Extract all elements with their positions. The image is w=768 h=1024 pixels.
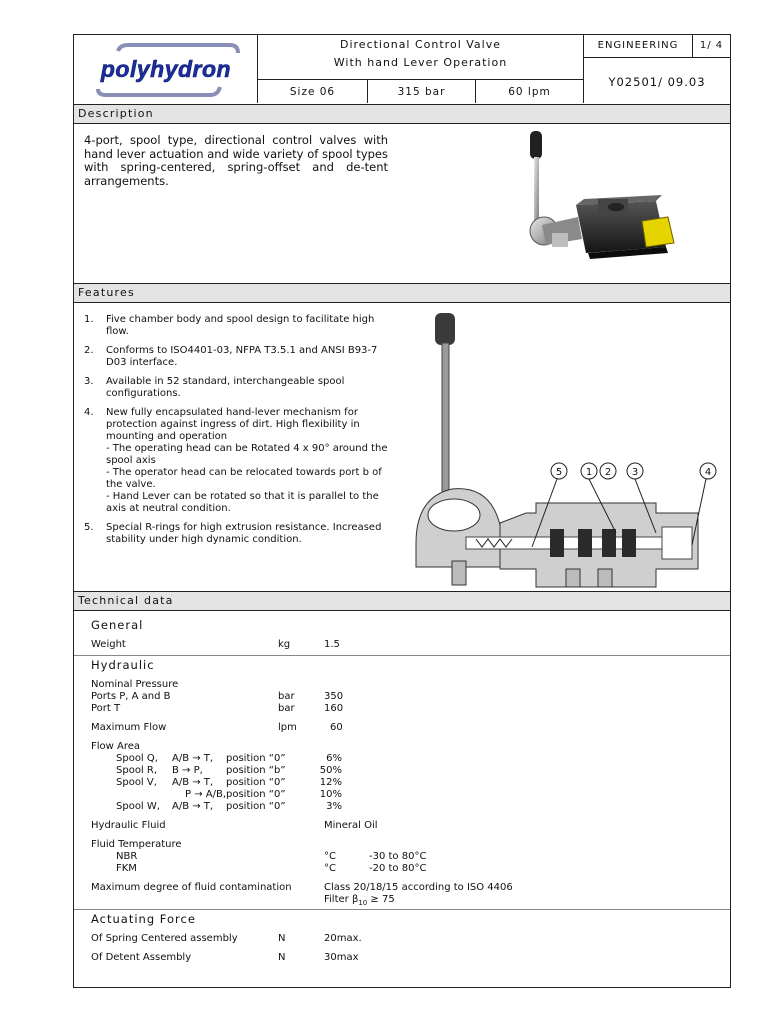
- spool-path: B → P,: [172, 765, 203, 776]
- spool-name: Spool W,: [116, 801, 160, 812]
- feature-item: 2. Conforms to ISO4401-03, NFPA T3.5.1 and ANSI B93-7 D03 interface.: [84, 345, 378, 368]
- callout-label: 4: [704, 467, 712, 478]
- detent-label: Of Detent Assembly: [91, 952, 192, 963]
- spool-path: A/B → T,: [172, 777, 214, 788]
- spool-value: 10%: [319, 789, 342, 800]
- callout-label: 3: [631, 467, 639, 478]
- spool-value: 6%: [326, 753, 342, 764]
- feature-item: 5. Special R-rings for high extrusion resistance. Increased stability under high dynamic condition.: [84, 522, 382, 545]
- size-value: Size 06: [289, 86, 336, 98]
- valve-photo: [506, 127, 716, 283]
- spool-value: 12%: [319, 777, 342, 788]
- features-heading: Features: [74, 283, 730, 303]
- company-logo: [80, 41, 252, 97]
- logo-text: polyhydron: [100, 56, 232, 82]
- description-text: 4-port, spool type, directional control valves with hand lever actuation and wide variety of spool types with spring-centered, spring-offset and de-tent arrangements.: [84, 133, 388, 188]
- weight-unit: kg: [278, 639, 291, 650]
- spool-path: P → A/B,: [185, 789, 227, 800]
- port-t-value: 160: [324, 703, 344, 714]
- feature-item: 4. New fully encapsulated hand-lever mechanism for protection against ingress of dirt. High flexibility in mounting and operation - The operating head can be Rotated 4 x 90° around the spool axis - The operator head can be relocated towards port b of the valve. - Hand Lever can be rotated so that it is parallel to the axis at neutral condition.: [84, 407, 388, 514]
- nominal-pressure-label: Nominal Pressure: [91, 679, 179, 690]
- fkm-label: FKM: [116, 863, 137, 874]
- ports-pab-unit: bar: [278, 691, 295, 702]
- doc-title-line2: With hand Lever Operation: [333, 56, 508, 69]
- datasheet-frame: [73, 34, 731, 988]
- spool-position: position “0”: [226, 801, 286, 812]
- callout-label: 2: [604, 467, 612, 478]
- callout-label: 5: [555, 467, 563, 478]
- actuating-force-title: Actuating Force: [91, 912, 196, 926]
- general-title: General: [91, 618, 144, 632]
- port-t-unit: bar: [278, 703, 295, 714]
- spool-position: position “0”: [226, 789, 286, 800]
- detent-unit: N: [278, 952, 286, 963]
- spool-name: Spool R,: [116, 765, 158, 776]
- pressure-value: 315 bar: [397, 86, 446, 98]
- nbr-value: -30 to 80°C: [369, 851, 427, 862]
- technical-heading: Technical data: [74, 591, 730, 611]
- spool-path: A/B → T,: [172, 753, 214, 764]
- max-flow-value: 60: [330, 722, 343, 733]
- fkm-value: -20 to 80°C: [369, 863, 427, 874]
- max-flow-label: Maximum Flow: [91, 722, 167, 733]
- spool-value: 50%: [319, 765, 342, 776]
- nbr-unit: °C: [324, 851, 336, 862]
- ports-pab-label: Ports P, A and B: [91, 691, 171, 702]
- contamination-label: Maximum degree of fluid contamination: [91, 882, 292, 893]
- doc-code: Y02501/ 09.03: [608, 75, 706, 89]
- hydraulic-fluid-label: Hydraulic Fluid: [91, 820, 166, 831]
- spool-name: Spool V,: [116, 777, 157, 788]
- callout-label: 1: [585, 467, 593, 478]
- spool-path: A/B → T,: [172, 801, 214, 812]
- spool-position: position “b”: [226, 765, 286, 776]
- max-flow-unit: lpm: [278, 722, 297, 733]
- contamination-filter: Filter $\beta_{10} \ge 75$: [324, 894, 395, 907]
- features-list: [84, 314, 398, 553]
- hydraulic-title: Hydraulic: [91, 658, 155, 672]
- spool-position: position “0”: [226, 777, 286, 788]
- weight-value: 1.5: [324, 639, 340, 650]
- weight-label: Weight: [91, 639, 126, 650]
- page-number: 1/ 4: [699, 40, 724, 51]
- fluid-temperature-label: Fluid Temperature: [91, 839, 182, 850]
- spool-position: position “0”: [226, 753, 286, 764]
- valve-cross-section-drawing: [406, 307, 724, 589]
- spring-centered-label: Of Spring Centered assembly: [91, 933, 238, 944]
- port-t-label: Port T: [91, 703, 121, 714]
- ports-pab-value: 350: [324, 691, 344, 702]
- feature-item: 1. Five chamber body and spool design to facilitate high flow.: [84, 314, 375, 337]
- hydraulic-fluid-value: Mineral Oil: [324, 820, 378, 831]
- description-heading: Description: [74, 104, 730, 124]
- detent-value: 30max: [324, 952, 359, 963]
- spring-centered-value: 20max.: [324, 933, 362, 944]
- feature-item: 3. Available in 52 standard, interchangeable spool configurations.: [84, 376, 345, 399]
- flow-area-label: Flow Area: [91, 741, 141, 752]
- spool-name: Spool Q,: [116, 753, 158, 764]
- fkm-unit: °C: [324, 863, 336, 874]
- spool-value: 3%: [326, 801, 342, 812]
- nbr-label: NBR: [116, 851, 138, 862]
- department-label: ENGINEERING: [597, 40, 679, 51]
- flow-value: 60 lpm: [508, 86, 551, 98]
- doc-title-line1: Directional Control Valve: [340, 38, 501, 51]
- spring-centered-unit: N: [278, 933, 286, 944]
- contamination-class: Class 20/18/15 according to ISO 4406: [324, 882, 513, 893]
